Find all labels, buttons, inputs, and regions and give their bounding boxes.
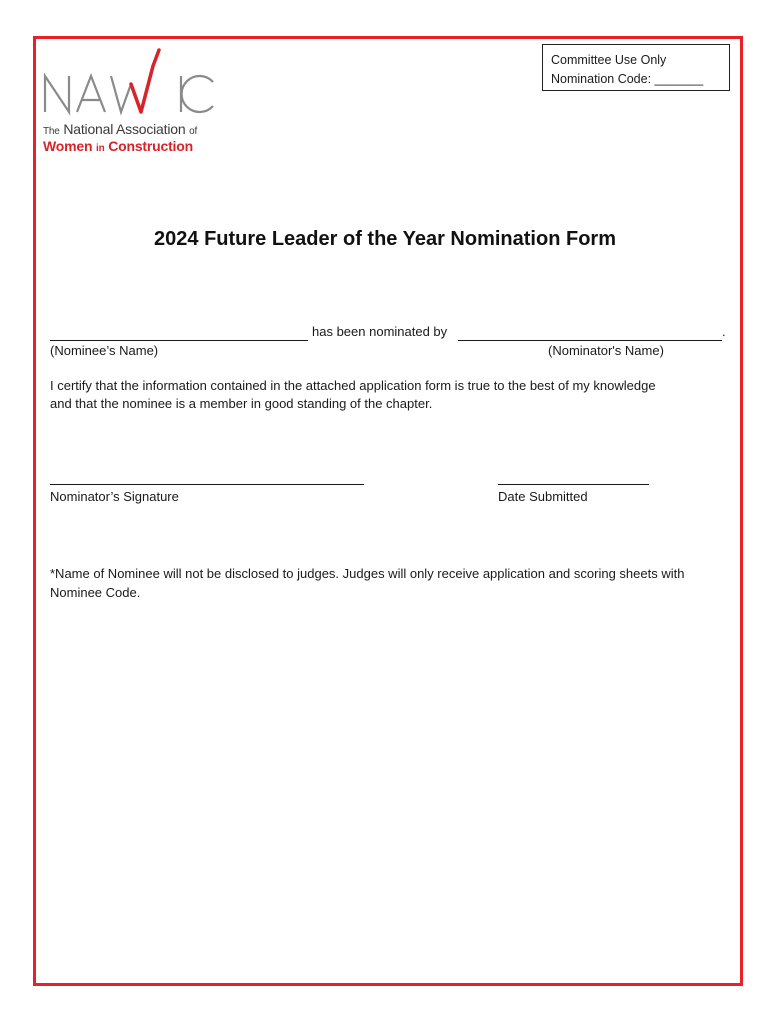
certify-line-1: I certify that the information contained in the attached application form is true to the best of my knowledge [50,378,656,393]
nominee-name-line[interactable] [50,340,308,341]
tagline-main: National Association [63,121,186,137]
tagline-in: in [96,143,105,154]
committee-use-box [542,44,730,91]
tagline-the: The [43,126,60,137]
note-line-2: Nominee Code. [50,584,141,600]
certification-paragraph [50,377,730,412]
nominated-by-text: has been nominated by [312,324,448,339]
nominator-name-label: (Nominator's Name) [548,343,664,358]
signature-line[interactable] [50,484,364,485]
nominee-name-label: (Nominee’s Name) [50,343,159,358]
disclosure-note [50,565,730,602]
committee-use-label: Committee Use Only [551,53,667,67]
note-line-1: *Name of Nominee will not be disclosed to judges. Judges will only receive application and scoring sheets with [50,566,685,581]
nominator-name-line[interactable] [458,340,722,341]
signature-label: Nominator’s Signature [50,489,179,504]
date-line[interactable] [498,484,649,485]
certify-line-2: and that the nominee is a member in good standing of the chapter. [50,395,433,411]
tagline-of: of [189,126,198,137]
date-submitted-label: Date Submitted [498,489,588,504]
tagline-construction: Construction [108,138,193,154]
form-title: 2024 Future Leader of the Year Nomination Form [154,228,616,250]
sentence-period: . [722,324,726,339]
nomination-code-field: Nomination Code: _______ [551,72,704,86]
logo-tagline [43,122,197,156]
tagline-women: Women [43,138,93,154]
page-border [33,36,743,986]
